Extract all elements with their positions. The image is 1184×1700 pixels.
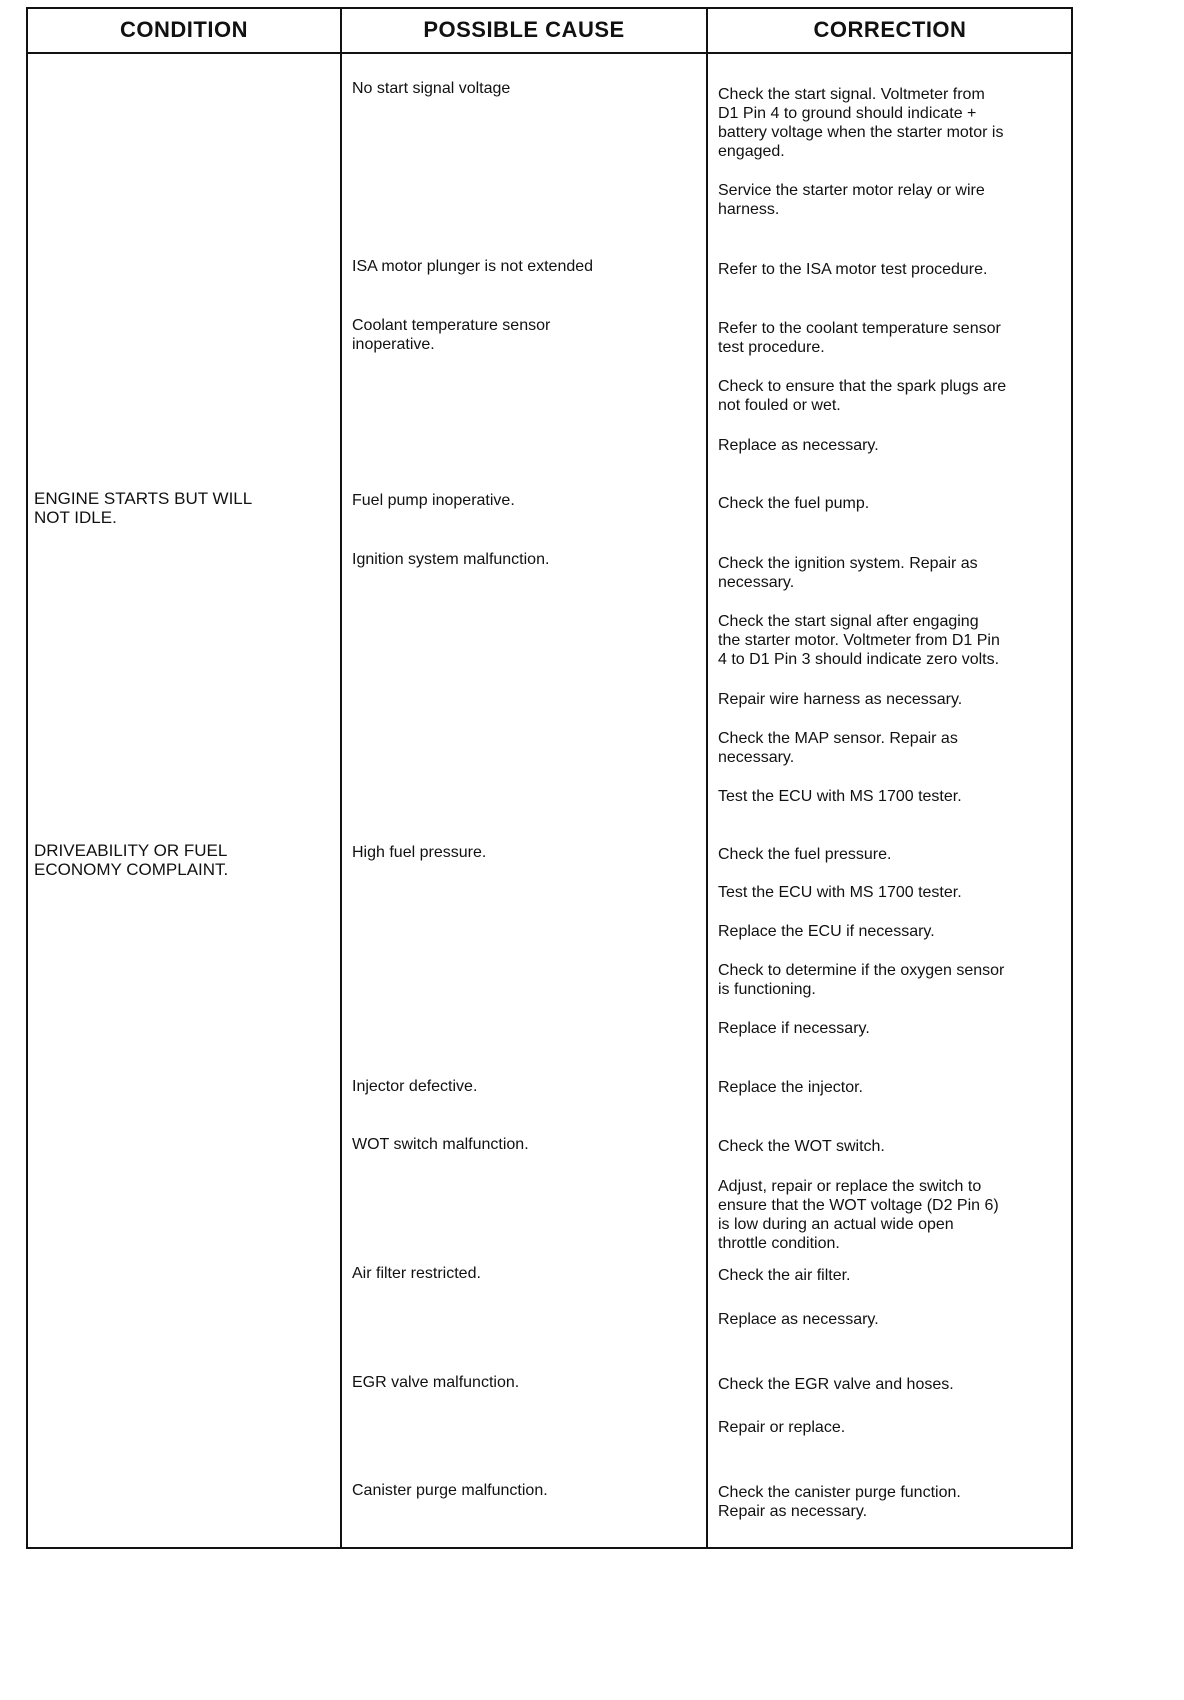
correction-cell: Repair wire harness as necessary. xyxy=(718,691,963,708)
correction-cell: Replace the injector. xyxy=(718,1079,863,1096)
correction-cell: Check to ensure that the spark plugs are not fouled or wet. xyxy=(718,378,1007,414)
correction-cell: Refer to the coolant temperature sensor test procedure. xyxy=(718,320,1001,356)
correction-cell: Check the ignition system. Repair as necessary. xyxy=(718,555,978,591)
correction-cell: Check the EGR valve and hoses. xyxy=(718,1376,954,1393)
header-condition: CONDITION xyxy=(120,17,248,42)
cause-cell: Air filter restricted. xyxy=(352,1265,481,1282)
cause-cell: Ignition system malfunction. xyxy=(352,551,550,568)
correction-cell: Test the ECU with MS 1700 tester. xyxy=(718,788,962,805)
correction-cell: Check the fuel pressure. xyxy=(718,846,892,863)
cause-cell: ISA motor plunger is not extended xyxy=(352,258,594,275)
header-possible-cause: POSSIBLE CAUSE xyxy=(423,17,625,42)
correction-cell: Check the start signal. Voltmeter from D1 Pin 4 to ground should indicate + battery voltage when the starter motor is engaged. xyxy=(718,86,1004,160)
cause-cell: No start signal voltage xyxy=(352,80,511,97)
correction-cell: Check the fuel pump. xyxy=(718,495,870,512)
correction-cell: Check the air filter. xyxy=(718,1267,851,1284)
cause-cell: EGR valve malfunction. xyxy=(352,1374,520,1391)
cause-cell: Injector defective. xyxy=(352,1078,478,1095)
cause-cell: High fuel pressure. xyxy=(352,844,487,861)
correction-cell: Adjust, repair or replace the switch to ensure that the WOT voltage (D2 Pin 6) is low during an actual wide open throttle condition. xyxy=(718,1178,999,1252)
column-divider xyxy=(706,7,708,1549)
correction-cell: Repair or replace. xyxy=(718,1419,846,1436)
correction-cell: Replace the ECU if necessary. xyxy=(718,923,935,940)
cause-cell: Canister purge malfunction. xyxy=(352,1482,548,1499)
cause-cell: WOT switch malfunction. xyxy=(352,1136,529,1153)
cause-cell: Coolant temperature sensor inoperative. xyxy=(352,317,551,353)
correction-cell: Check to determine if the oxygen sensor is functioning. xyxy=(718,962,1005,998)
correction-cell: Test the ECU with MS 1700 tester. xyxy=(718,884,962,901)
correction-cell: Check the WOT switch. xyxy=(718,1138,885,1155)
correction-cell: Refer to the ISA motor test procedure. xyxy=(718,261,988,278)
correction-cell: Replace as necessary. xyxy=(718,437,879,454)
cause-cell: Fuel pump inoperative. xyxy=(352,492,515,509)
correction-cell: Service the starter motor relay or wire harness. xyxy=(718,182,985,218)
correction-cell: Replace as necessary. xyxy=(718,1311,879,1328)
condition-cell: ENGINE STARTS BUT WILL NOT IDLE. xyxy=(34,489,253,527)
correction-cell: Check the MAP sensor. Repair as necessary. xyxy=(718,730,958,766)
column-divider xyxy=(340,7,342,1549)
header-correction: CORRECTION xyxy=(813,17,967,42)
correction-cell: Check the canister purge function. Repair as necessary. xyxy=(718,1484,961,1520)
correction-cell: Replace if necessary. xyxy=(718,1020,870,1037)
condition-cell: DRIVEABILITY OR FUEL ECONOMY COMPLAINT. xyxy=(34,841,229,879)
correction-cell: Check the start signal after engaging the starter motor. Voltmeter from D1 Pin 4 to D1 Pin 3 should indicate zero volts. xyxy=(718,613,1000,668)
